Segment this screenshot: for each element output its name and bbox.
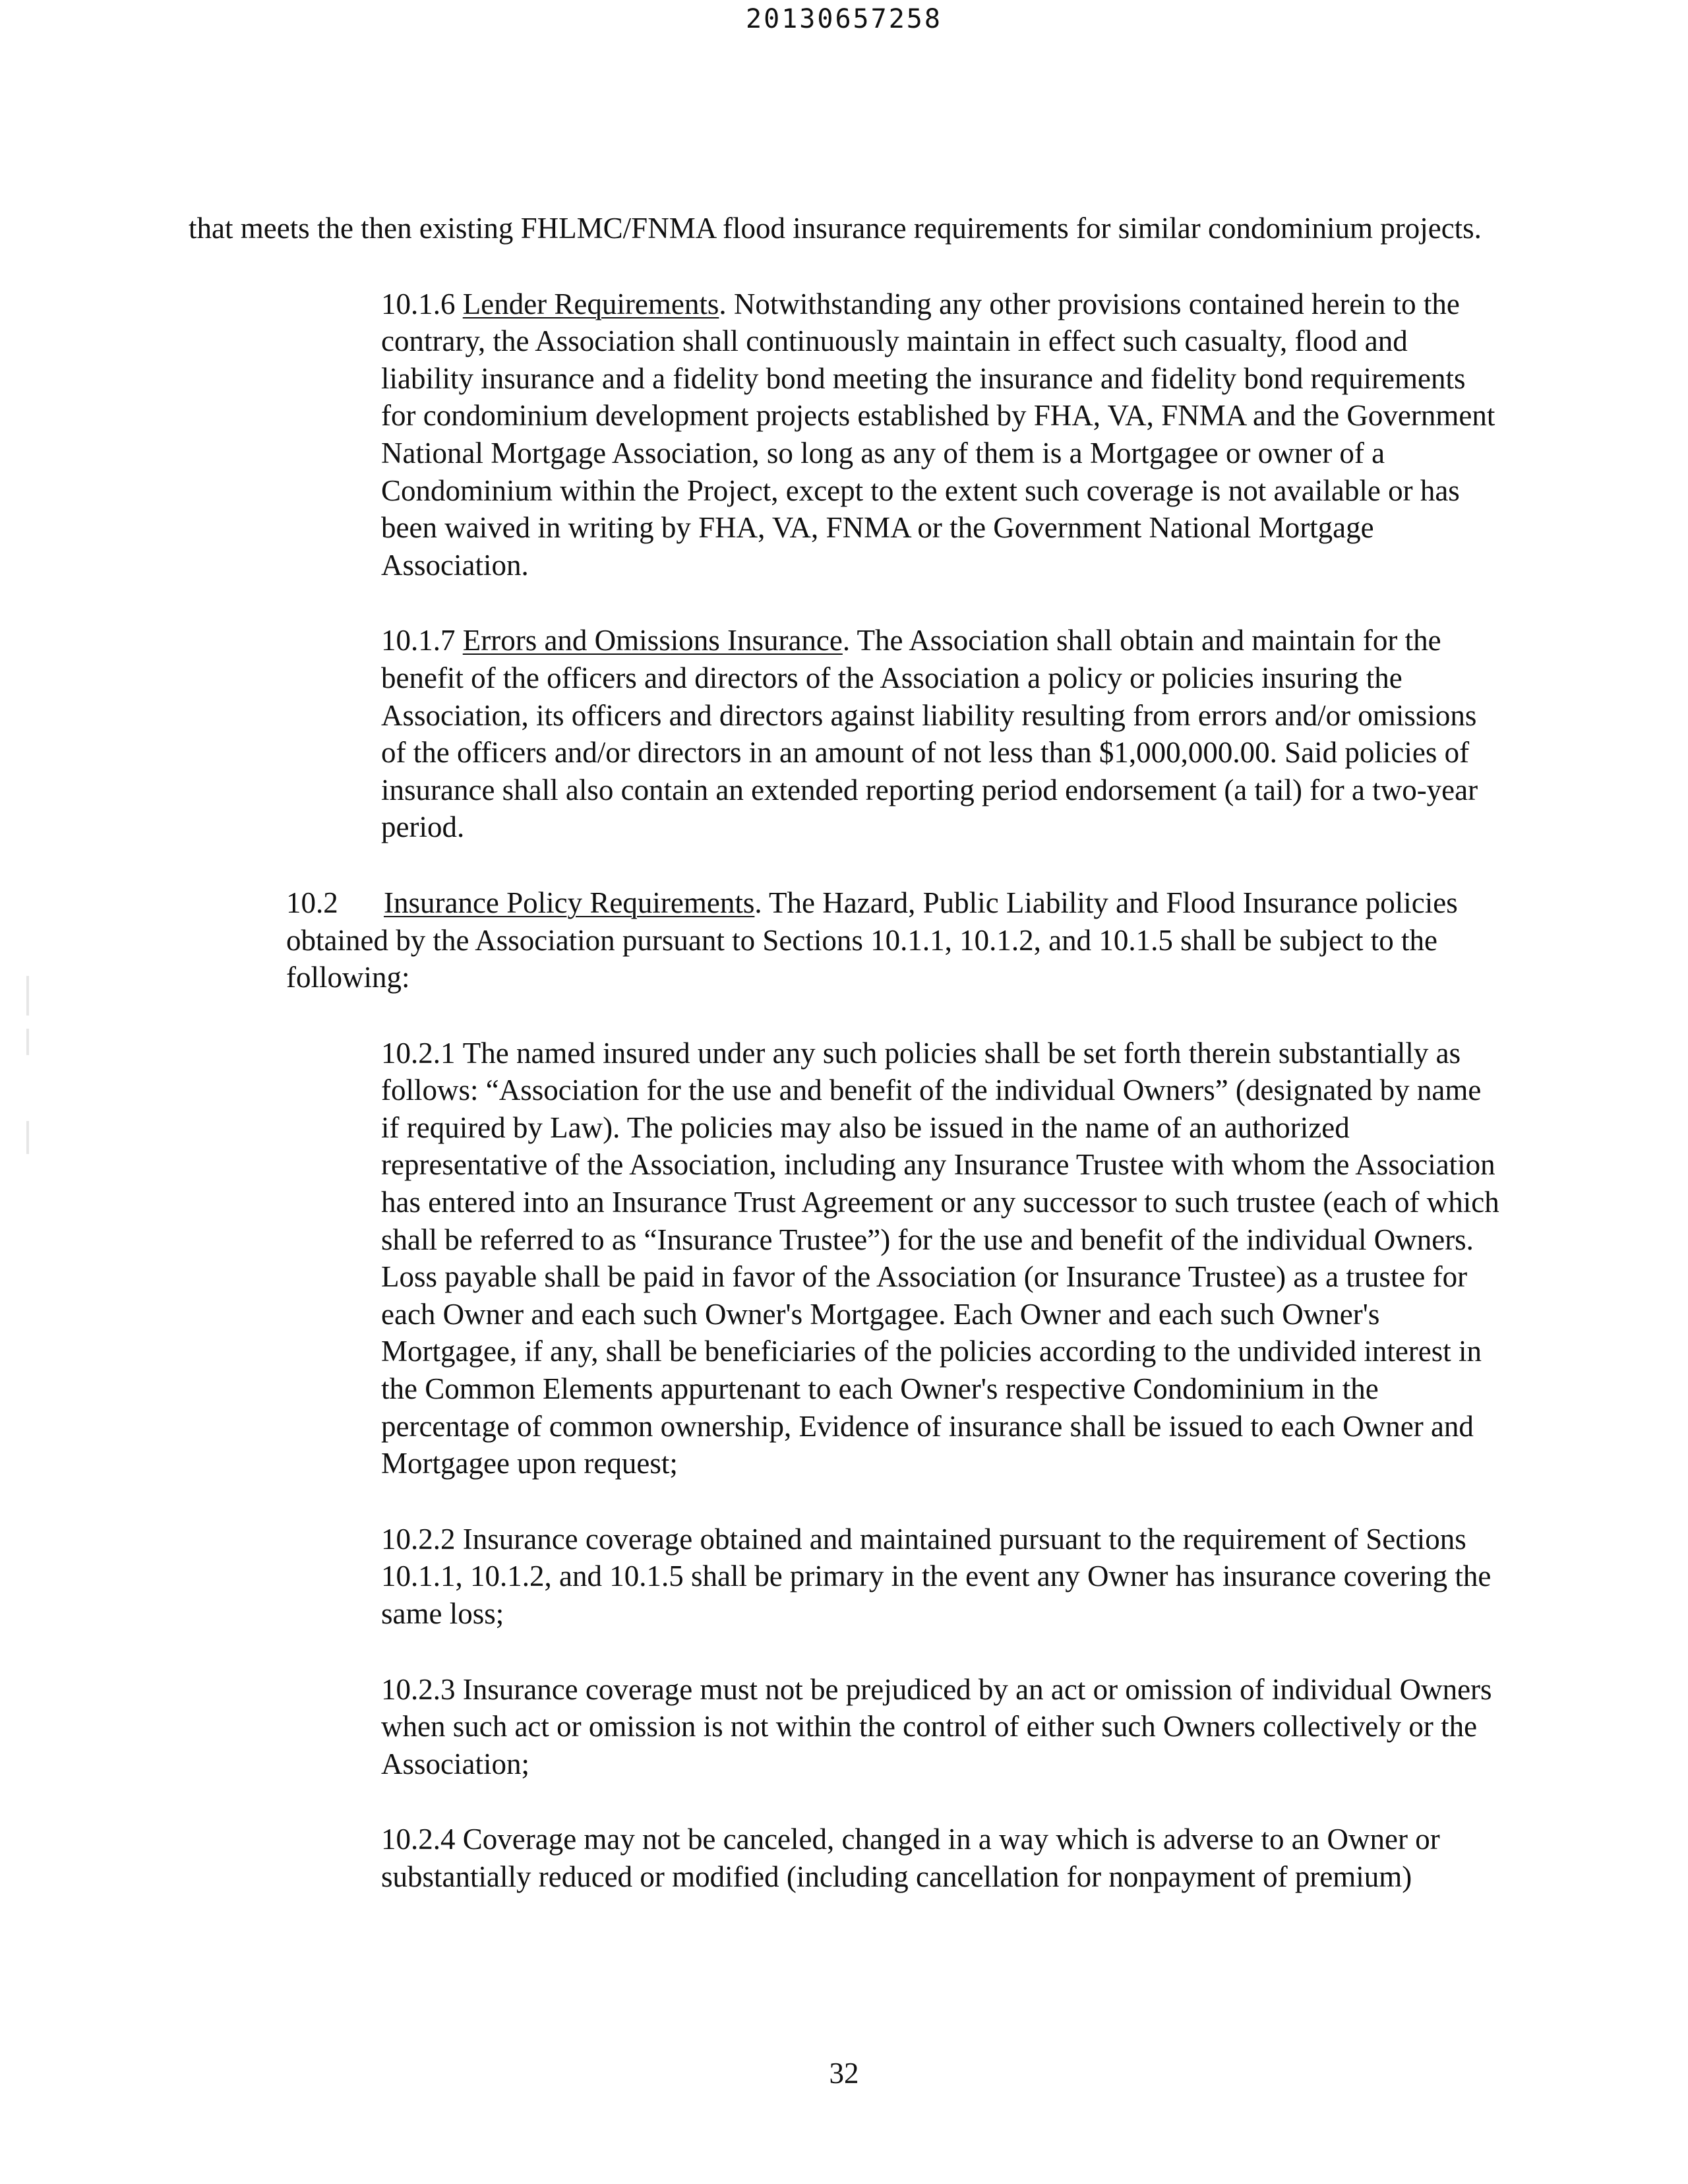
section-text: . The Association shall obtain and maintain for the benefit of the officers and directors of the Association a policy or policies insuring the Association, its officers and directors against liability resulting from errors and/or omissions of the officers and/or directors in an amount of not less than $1,000,000.00. Said policies of insurance shall also contain an extended reporting period endorsement (a tail) for a two-year period.: [381, 624, 1478, 844]
section-text: Insurance coverage must not be prejudiced by an act or omission of individual Owners when such act or omission is not within the control of either such Owners collectively or the Association;: [381, 1672, 1492, 1780]
section-title: Lender Requirements: [462, 287, 719, 320]
section-text: . The Hazard, Public Liability and Flood Insurance policies obtained by the Association pursuant to Sections 10.1.1, 10.1.2, and 10.1.5 shall be subject to the following:: [286, 886, 1458, 994]
document-body: [189, 210, 1501, 1934]
scan-artifact: [26, 1029, 29, 1055]
section-10-2-2: [189, 1521, 1501, 1633]
section-number: 10.2.3: [381, 1672, 456, 1706]
paragraph-text: that meets the then existing FHLMC/FNMA flood insurance requirements for similar condominium projects.: [189, 212, 1482, 245]
section-title: Errors and Omissions Insurance: [462, 624, 843, 657]
section-10-1-6: [189, 286, 1501, 584]
section-number: 10.2.2: [381, 1522, 456, 1556]
section-number: 10.1.6: [381, 287, 456, 320]
section-10-2-1: [189, 1035, 1501, 1482]
section-text: Coverage may not be canceled, changed in a way which is adverse to an Owner or substantially reduced or modified (including cancellation for nonpayment of premium): [381, 1823, 1440, 1893]
section-number: 10.2.1: [381, 1036, 456, 1070]
section-title: Insurance Policy Requirements: [384, 886, 755, 919]
scan-artifact: [26, 976, 29, 1016]
section-text: Insurance coverage obtained and maintained pursuant to the requirement of Sections 10.1.1, 10.1.2, and 10.1.5 shall be primary in the event any Owner has insurance covering the same loss;: [381, 1522, 1492, 1630]
section-10-1-7: [189, 622, 1501, 846]
page-number: 32: [829, 2057, 859, 2090]
document-number: 20130657258: [746, 4, 942, 34]
section-text: The named insured under any such policies shall be set forth therein substantially as follows: “Association for the use and benefit of the individual Owners” (designated by name if required by Law). The policies may also be issued in the name of an authorized representative of the Association, including any Insurance Trustee with whom the Association has entered into an Insurance Trust Agreement or any successor to such trustee (each of which shall be referred to as “Insurance Trustee”) for the use and benefit of the individual Owners. Loss payable shall be paid in favor of the Association (or Insurance Trustee) as a trustee for each Owner and each such Owner's Mortgagee. Each Owner and each such Owner's Mortgagee, if any, shall be beneficiaries of the policies according to the undivided interest in the Common Elements appurtenant to each Owner's respective Condominium in the percentage of common ownership, Evidence of insurance shall be issued to each Owner and Mortgagee upon request;: [381, 1036, 1499, 1480]
section-10-2: [189, 884, 1501, 996]
section-number: 10.2.4: [381, 1823, 456, 1856]
section-number: 10.2: [286, 886, 338, 919]
scan-artifact: [26, 1121, 29, 1154]
paragraph-continuation: [189, 210, 1501, 247]
section-10-2-4: [189, 1821, 1501, 1895]
section-10-2-3: [189, 1671, 1501, 1783]
section-text: . Notwithstanding any other provisions contained herein to the contrary, the Association shall continuously maintain in effect such casualty, flood and liability insurance and a fidelity bond meeting the insurance and fidelity bond requirements for condominium development projects established by FHA, VA, FNMA and the Government National Mortgage Association, so long as any of them is a Mortgagee or owner of a Condominium within the Project, except to the extent such coverage is not available or has been waived in writing by FHA, VA, FNMA or the Government National Mortgage Association.: [381, 287, 1495, 582]
section-number: 10.1.7: [381, 624, 456, 657]
